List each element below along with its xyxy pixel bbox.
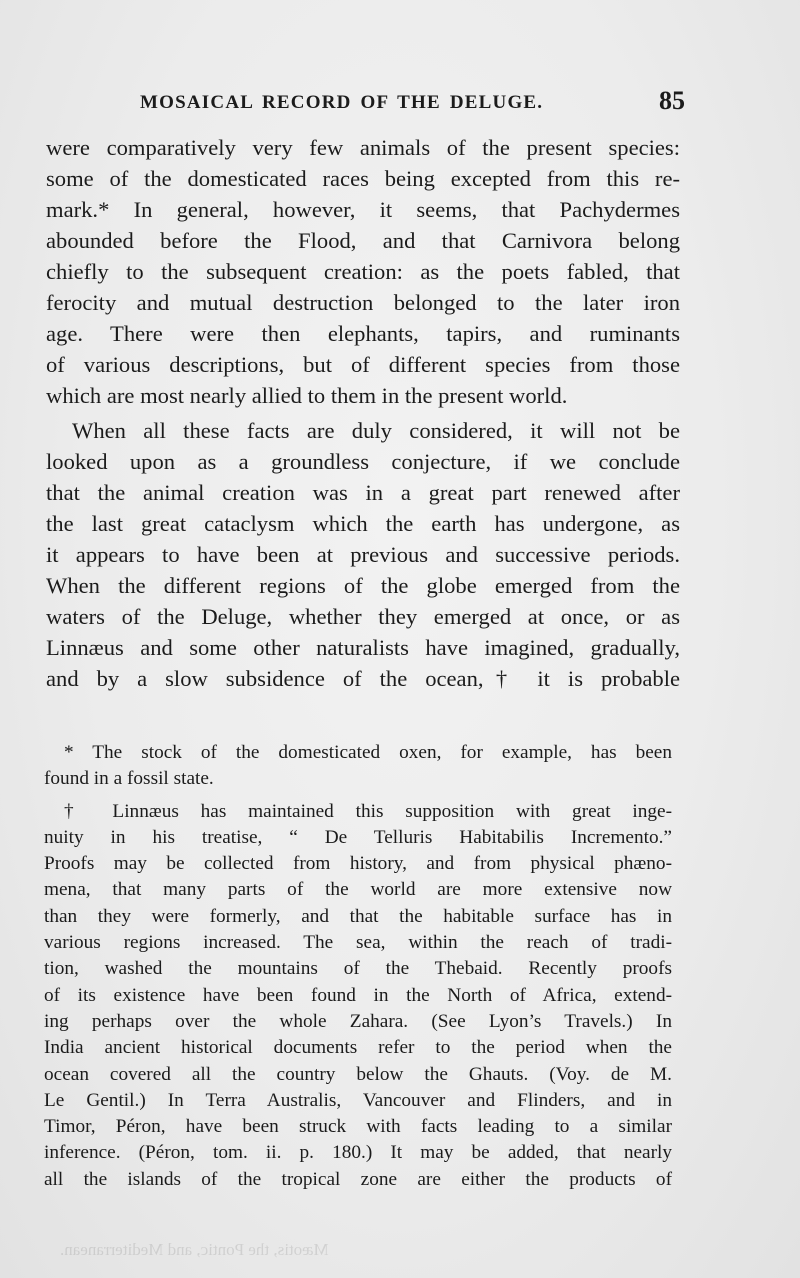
running-head: MOSAICAL RECORD OF THE DELUGE. [140,92,544,113]
footnote-line: Timor, Péron, have been struck with facts leading to a similar [44,1116,672,1138]
text-line: When the different regions of the globe emerged from the [46,573,680,598]
text-line: mark.* In general, however, it seems, that Pachydermes [46,197,680,222]
text-line: ferocity and mutual destruction belonged to the later iron [46,290,680,315]
text-line: which are most nearly allied to them in the present world. [46,383,568,408]
footnote-line: found in a fossil state. [44,768,214,790]
text-line: abounded before the Flood, and that Carnivora belong [46,228,680,253]
footnote-line: all the islands of the tropical zone are either the products of [44,1168,672,1190]
text-line: waters of the Deluge, whether they emerged at once, or as [46,604,680,629]
footnote-line: mena, that many parts of the world are more extensive now [44,879,672,901]
text-line: chiefly to the subsequent creation: as the poets fabled, that [46,259,680,284]
footnote-line: * The stock of the domesticated oxen, for example, has been [64,742,672,763]
footnote-line: † Linnæus has maintained this supposition with great inge- [64,800,672,822]
footnote-line: inference. (Péron, tom. ii. p. 180.) It may be added, that nearly [44,1142,672,1164]
text-line: it appears to have been at previous and successive periods. [46,542,680,567]
text-line: looked upon as a groundless conjecture, if we conclude [46,449,680,474]
text-line: were comparatively very few animals of the present species: [46,135,680,160]
footnote-line: than they were formerly, and that the habitable surface has in [44,905,672,927]
footnote-line: India ancient historical documents refer to the period when the [44,1037,672,1059]
footnote-line: of its existence have been found in the North of Africa, extend- [44,984,672,1006]
text-line: some of the domesticated races being excepted from this re- [46,166,680,191]
main-text [46,132,680,694]
footnote-line: Proofs may be collected from history, and from physical phæno- [44,853,672,875]
text-line: that the animal creation was in a great part renewed after [46,480,680,505]
footnotes [44,740,672,1193]
text-line: of various descriptions, but of different species from those [46,352,680,377]
show-through-shadow: Mæotis, the Pontic, and Mediterranean. [60,1240,329,1259]
page-number: 85 [659,86,685,115]
footnote-line: tion, washed the mountains of the Thebaid. Recently proofs [44,958,672,980]
footnote-line: ocean covered all the country below the Ghauts. (Voy. de M. [44,1063,672,1085]
text-line: Linnæus and some other naturalists have imagined, gradually, [46,635,680,660]
footnote-line: Le Gentil.) In Terra Australis, Vancouver and Flinders, and in [44,1089,672,1111]
text-line: the last great cataclysm which the earth has undergone, as [46,511,680,536]
paragraph-start-line: When all these facts are duly considered, it will not be [72,418,680,443]
footnote-line: various regions increased. The sea, within the reach of tradi- [44,932,672,954]
text-line: and by a slow subsidence of the ocean,† it is probable [46,666,680,691]
page-header [140,86,685,126]
footnote-line: nuity in his treatise, “ De Telluris Habitabilis Incremento.” [44,826,672,848]
text-line: age. There were then elephants, tapirs, and ruminants [46,321,680,346]
footnote-line: ing perhaps over the whole Zahara. (See Lyon’s Travels.) In [44,1010,672,1032]
